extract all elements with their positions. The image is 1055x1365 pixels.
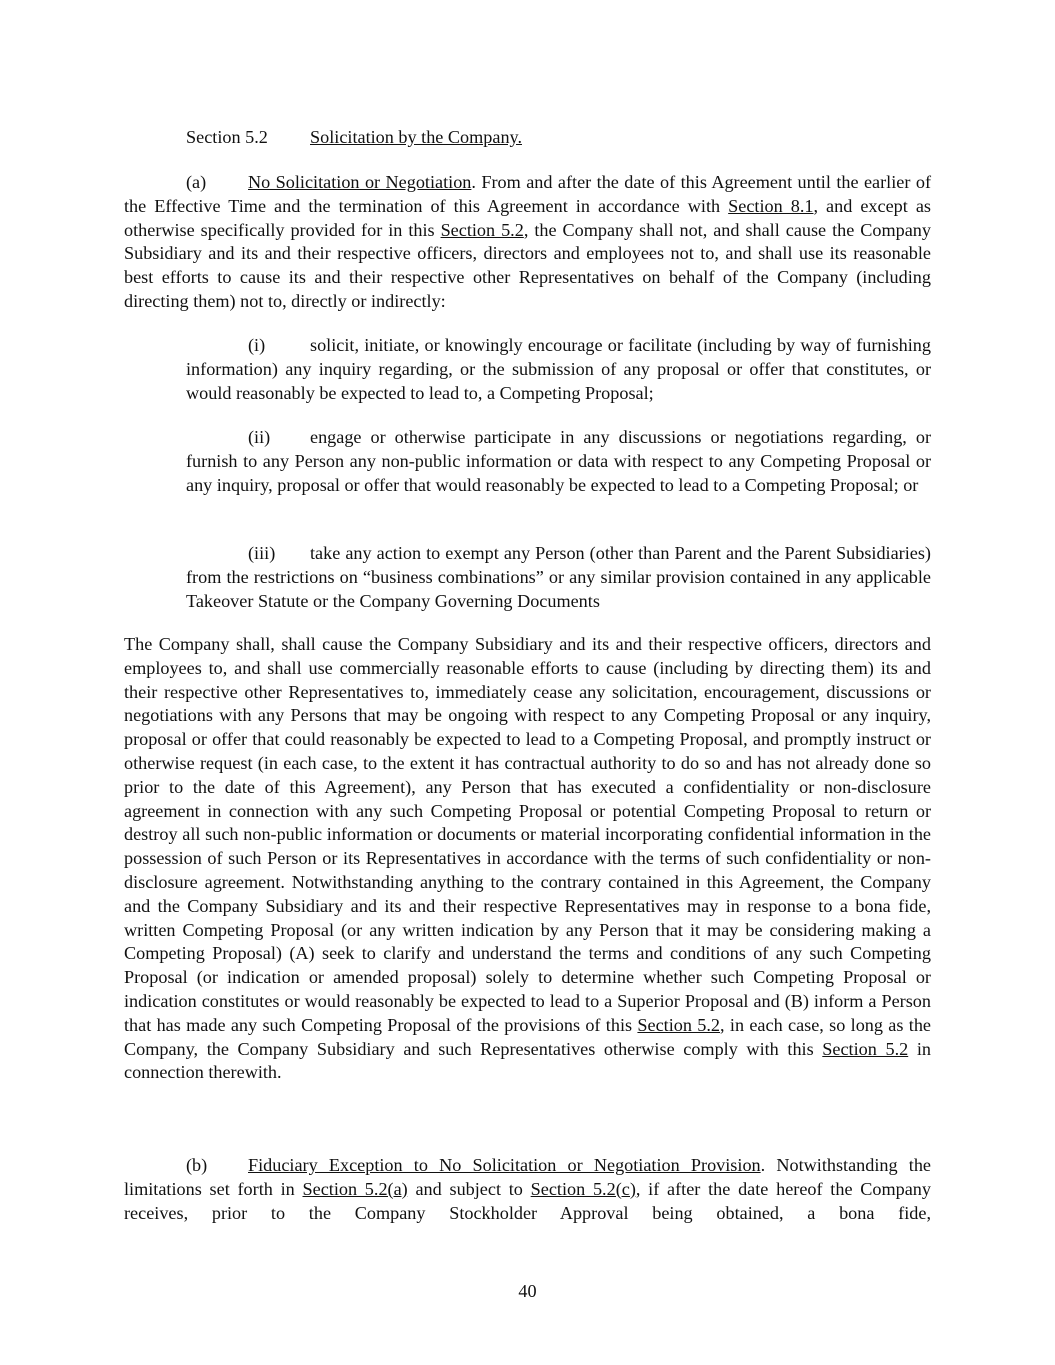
cross-reference-link[interactable]: Section 5.2(a) — [302, 1178, 408, 1199]
paragraph-b-text-1: . Notwithstanding the limitations set forth in — [124, 1155, 931, 1199]
paragraph-b-label: (b) — [186, 1155, 208, 1175]
cross-reference-link[interactable]: Section 8.1 — [728, 195, 814, 216]
paragraph-b-text-2: and subject to — [407, 1178, 531, 1199]
paragraph-a-text-3: , the Company shall not, and shall cause the Company Subsidiary and its and their respective officers, directors and employees not to, and shall use its reasonable best efforts to cause its and their respective other Representatives on behalf of the Company (including directing them) not to, directly or indirectly: — [124, 219, 931, 311]
section-title: Solicitation by the Company. — [310, 127, 522, 147]
paragraph-main — [124, 633, 931, 1085]
paragraph-main-text-2: , in each case, so long as the Company, the Company Subsidiary and such Representatives otherwise comply with this — [124, 1014, 931, 1059]
paragraph-a-text-1: . From and after the date of this Agreement until the earlier of the Effective Time and the termination of this Agreement in accordance with — [124, 172, 931, 216]
paragraph-b — [124, 1154, 931, 1225]
list-item — [186, 334, 931, 405]
section-number: Section 5.2 — [186, 127, 268, 147]
paragraph-main-text-3: in connection therewith. — [124, 1038, 931, 1083]
cross-reference-link[interactable]: Section 5.2(c) — [530, 1178, 636, 1199]
cross-reference-link[interactable]: Section 5.2 — [440, 219, 524, 240]
list-item — [186, 426, 931, 497]
section-heading — [186, 126, 522, 150]
list-item-label: (ii) — [248, 427, 271, 447]
list-item-label: (i) — [248, 335, 266, 355]
list-item-text: engage or otherwise participate in any discussions or negotiations regarding, or furnish to any Person any non-public information or data with respect to any Competing Proposal or any inquiry, proposal or offer that would reasonably be expected to lead to a Competing Proposal; or — [186, 427, 931, 495]
cross-reference-link[interactable]: Section 5.2 — [822, 1038, 909, 1059]
list-item-label: (iii) — [248, 543, 276, 563]
list-item — [186, 542, 931, 613]
page-number: 40 — [518, 1281, 537, 1301]
paragraph-a-heading: No Solicitation or Negotiation — [248, 172, 472, 192]
list-item-text: solicit, initiate, or knowingly encourage or facilitate (including by way of furnishing information) any inquiry regarding, or the submission of any proposal or offer that constitutes, or would reasonably be expected to lead to, a Competing Proposal; — [186, 335, 931, 403]
paragraph-a-text-2: , and except as otherwise specifically provided for in this — [124, 195, 931, 240]
cross-reference-link[interactable]: Section 5.2 — [637, 1014, 721, 1035]
list-item-text: take any action to exempt any Person (other than Parent and the Parent Subsidiaries) from the restrictions on “business combinations” or any similar provision contained in any applicable Takeover Statute or the Company Governing Documents — [186, 543, 931, 611]
paragraph-a — [124, 171, 931, 314]
paragraph-a-label: (a) — [186, 172, 207, 192]
paragraph-b-heading: Fiduciary Exception to No Solicitation or Negotiation Provision — [248, 1155, 761, 1175]
paragraph-main-text-1: The Company shall, shall cause the Company Subsidiary and its and their respective officers, directors and employees to, and shall use commercially reasonable efforts to cause (including by directing them) its and their respective other Representatives to, immediately cease any solicitation, encouragement, discussions or negotiations with any Persons that may be ongoing with respect to any Competing Proposal or any inquiry, proposal or offer that could reasonably be expected to lead to a Competing Proposal, and promptly instruct or otherwise request (in each case, to the extent it has contractual authority to do so and has not already done so prior to the date of this Agreement), any Person that has executed a confidentiality or non-disclosure agreement in connection with any such Competing Proposal or potential Competing Proposal to return or destroy all such non-public information or documents or material incorporating confidential information in the possession of such Person or its Representatives in accordance with the terms of such confidentiality or non-disclosure agreement. Notwithstanding anything to the contrary contained in this Agreement, the Company and the Company Subsidiary and its and their respective Representatives may in response to a bona fide, written Competing Proposal (or any written indication by any Person that it may be considering making a Competing Proposal) (A) seek to clarify and understand the terms and conditions of any such Competing Proposal (or indication or amended proposal) solely to determine whether such Competing Proposal or indication constitutes or would reasonably be expected to lead to a Superior Proposal and (B) inform a Person that has made any such Competing Proposal of the provisions of this — [124, 634, 931, 1035]
paragraph-b-text-3: , if after the date hereof the Company receives, prior to the Company Stockholder Approval being obtained, a bona fide, — [124, 1178, 931, 1223]
